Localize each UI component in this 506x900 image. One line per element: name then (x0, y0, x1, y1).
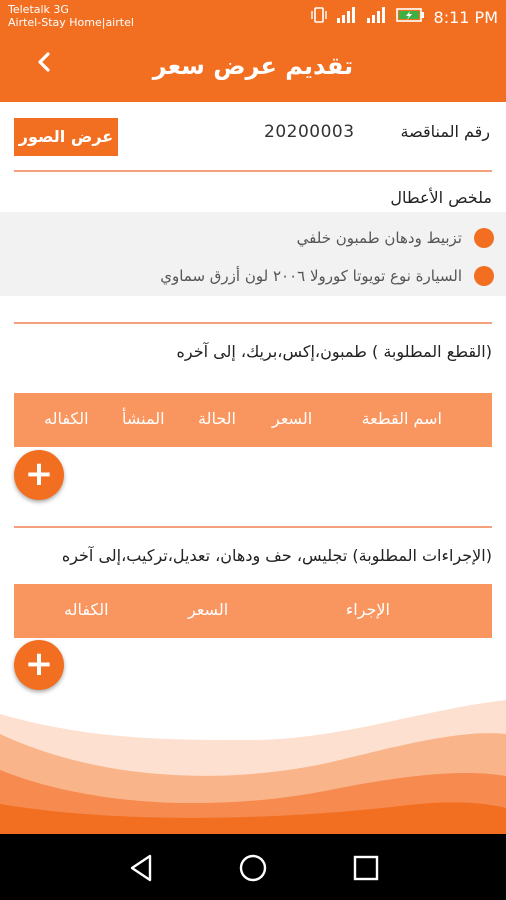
bullet-dot-icon (474, 228, 494, 248)
status-icons (310, 6, 498, 28)
recents-square-icon[interactable] (348, 850, 384, 886)
divider (14, 322, 492, 324)
required-procedures-title: (الإجراءات المطلوبة) تجليس، حف ودهان، تعديل،تركيب،إلى آخره (61, 546, 492, 565)
clock: 8:11 PM (433, 7, 498, 27)
column-header-part-name: اسم القطعة (361, 409, 442, 428)
bullet-dot-icon (474, 266, 494, 286)
carrier-info (8, 3, 134, 29)
add-part-button[interactable]: + (14, 450, 64, 500)
procedures-table-header (14, 584, 492, 638)
divider (14, 526, 492, 528)
add-procedure-button[interactable]: + (14, 640, 64, 690)
column-header-price: السعر (272, 409, 313, 428)
column-header-condition: الحالة (198, 409, 236, 428)
parts-table-header (14, 393, 492, 447)
fault-text: تزبيط ودهان طمبون خلفي (296, 229, 462, 247)
home-circle-icon[interactable] (235, 850, 271, 886)
faults-summary-title: ملخص الأعطال (390, 188, 492, 207)
column-header-origin: المنشأ (122, 409, 165, 428)
view-images-button[interactable]: عرض الصور (14, 118, 118, 156)
signal-icon (366, 6, 388, 28)
tender-number-label: رقم المناقصة (400, 122, 490, 141)
fault-text: السيارة نوع تويوتا كورولا ٢٠٠٦ لون أزرق سماوي (160, 267, 462, 285)
divider (14, 170, 492, 172)
battery-charging-icon (396, 6, 426, 28)
tender-number-value: 20200003 (264, 122, 355, 142)
page-title: تقديم عرض سعر (152, 52, 354, 80)
app-bar (0, 36, 506, 102)
carrier-line-2: Airtel-Stay Home|airtel (8, 16, 134, 29)
list-item (160, 258, 494, 294)
decorative-waves (0, 700, 506, 834)
carrier-line-1: Teletalk 3G (8, 3, 69, 16)
back-triangle-icon[interactable] (124, 850, 160, 886)
faults-list (0, 212, 506, 296)
vibrate-icon (310, 6, 328, 28)
column-header-warranty: الكفاله (44, 409, 89, 428)
column-header-price: السعر (188, 600, 229, 619)
column-header-procedure: الإجراء (345, 600, 390, 619)
column-header-warranty: الكفاله (64, 600, 109, 619)
status-bar (0, 0, 506, 36)
required-parts-title: (القطع المطلوبة ) طمبون،إكس،بريك، إلى آخره (176, 342, 492, 361)
system-navigation-bar (0, 834, 506, 900)
signal-icon (336, 6, 358, 28)
list-item (297, 220, 494, 256)
